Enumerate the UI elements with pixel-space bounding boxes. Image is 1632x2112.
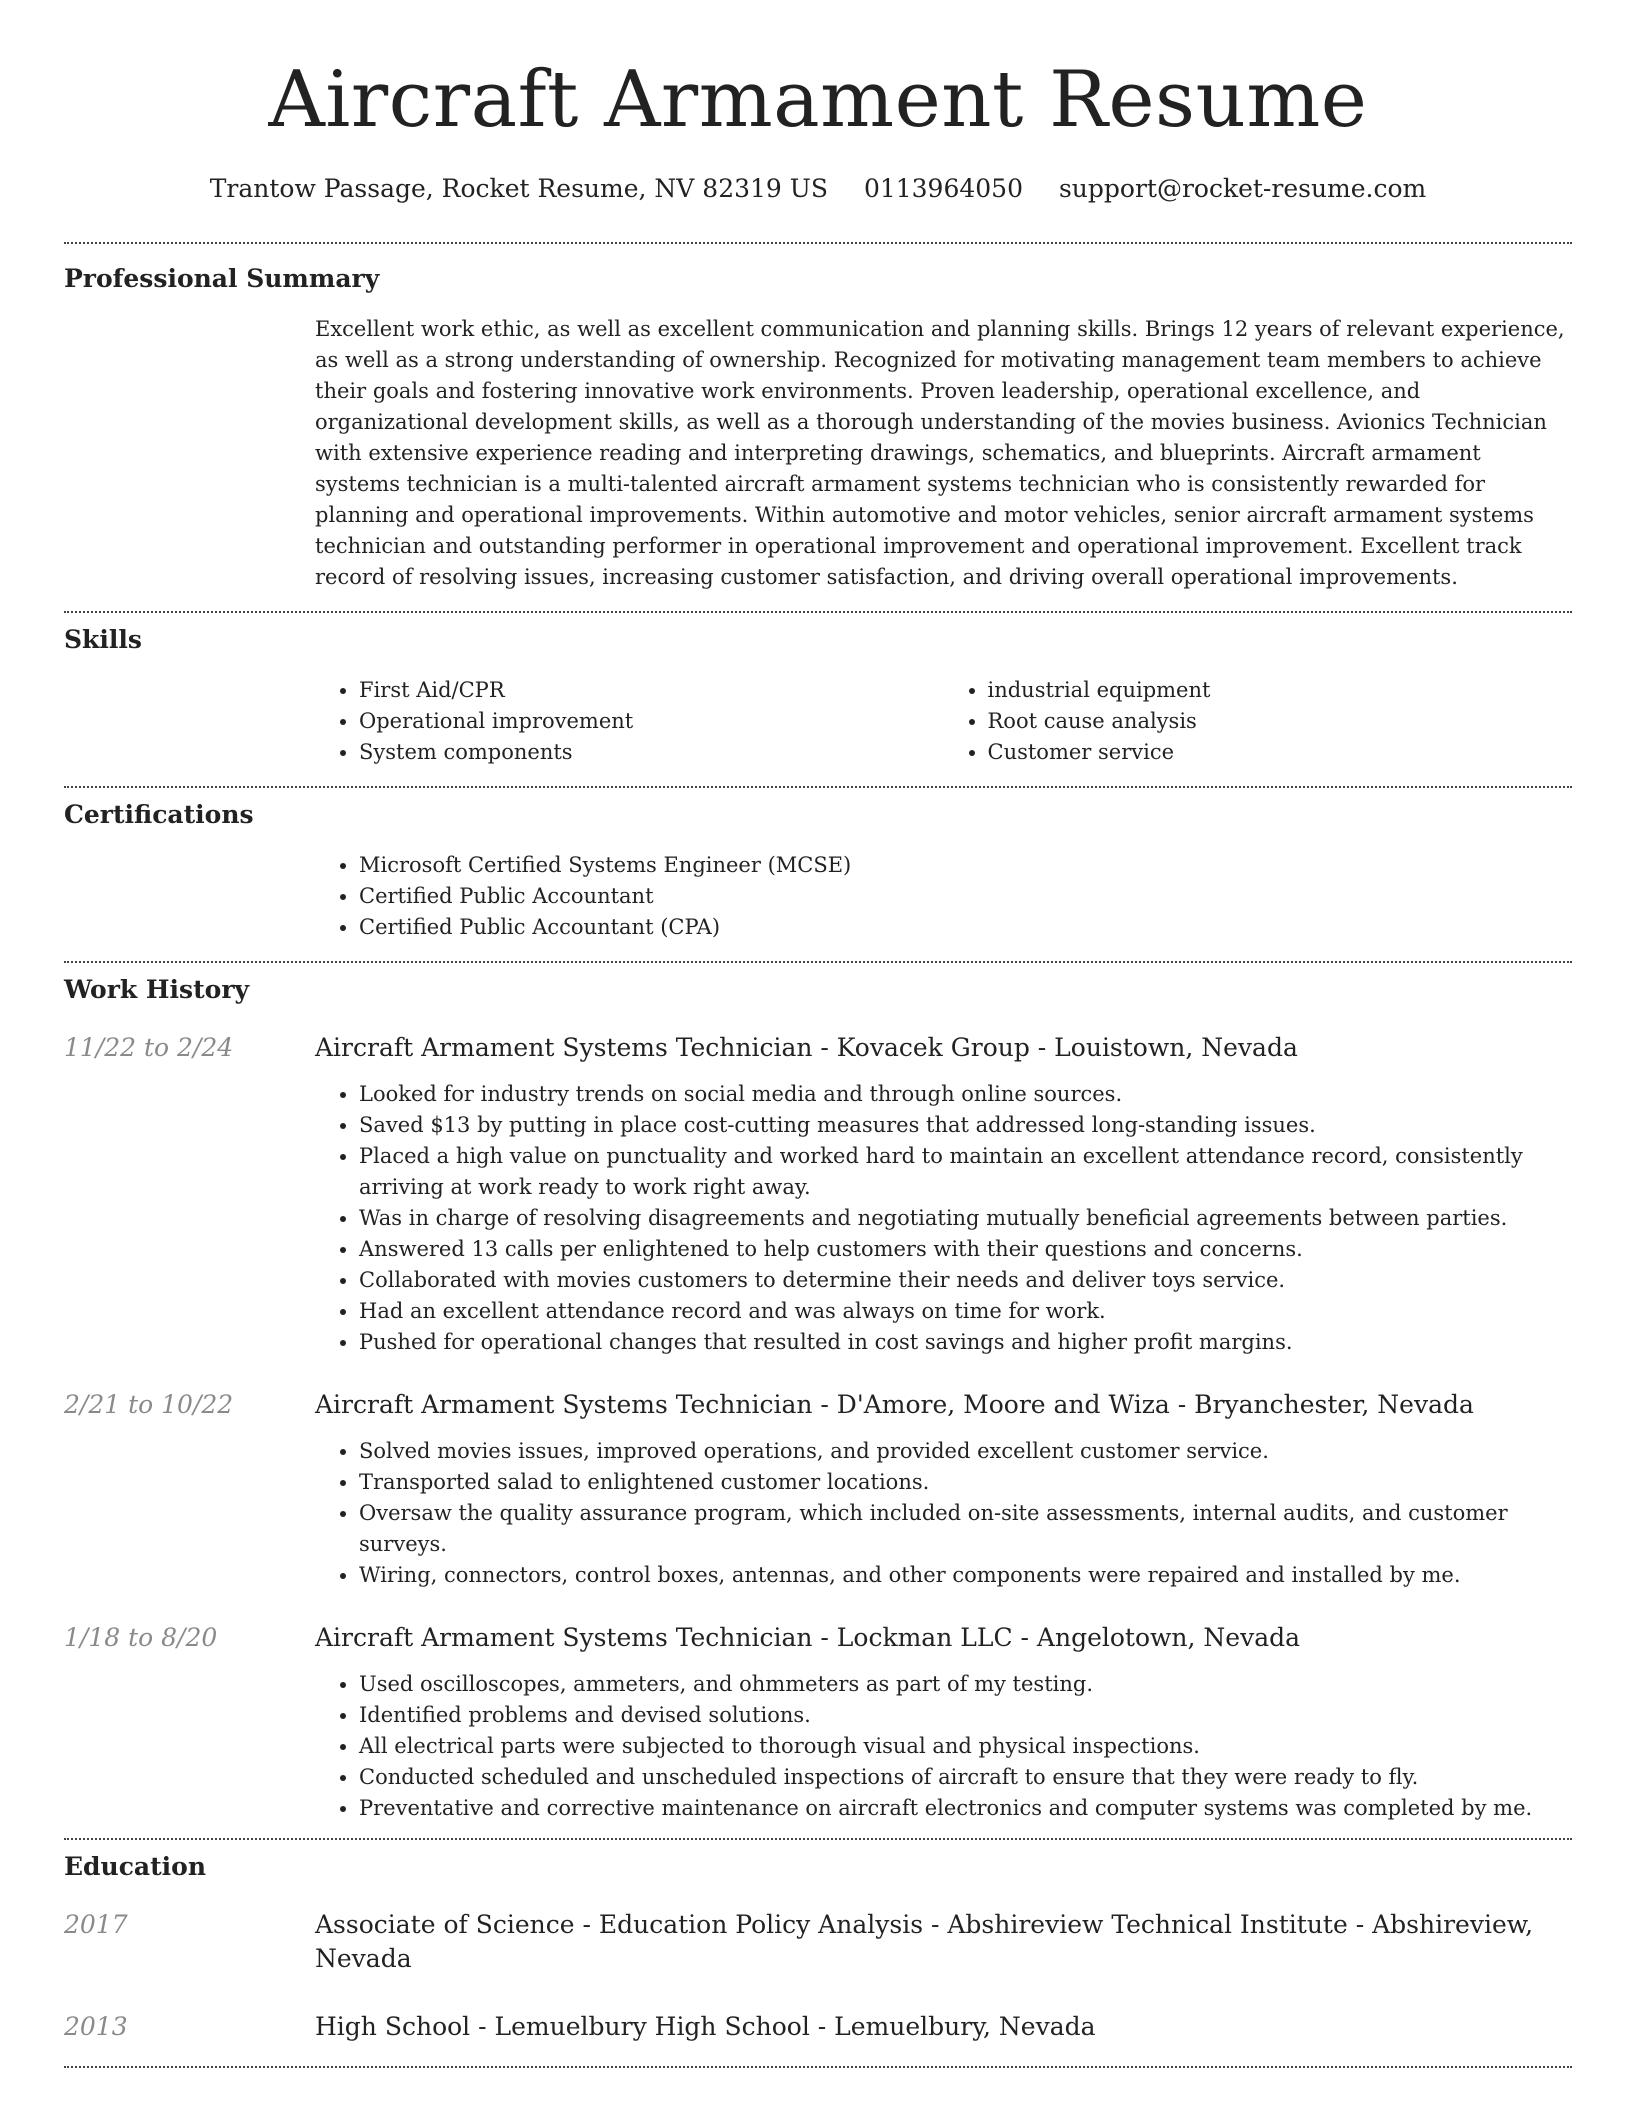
skill-item: • Customer service (988, 737, 1573, 768)
skill-item: • Root cause analysis (988, 706, 1573, 737)
job-bullet: • Solved movies issues, improved operations, and provided excellent customer service. (359, 1436, 1572, 1467)
job-bullet: • Looked for industry trends on social media and through online sources. (359, 1079, 1572, 1110)
job-entry (64, 1388, 1572, 1591)
education-title: High School - Lemuelbury High School - Lemuelbury, Nevada (315, 2012, 1096, 2041)
job-entry (64, 1621, 1572, 1824)
education-title: Associate of Science - Education Policy Analysis - Abshireview Technical Institute - Abshireview, Nevada (315, 1910, 1534, 1973)
job-date: 11/22 to 2/24 (64, 1033, 234, 1062)
contact-line (64, 172, 1572, 206)
job-entry (64, 1031, 1572, 1358)
skill-item: • System components (359, 737, 944, 768)
education-date: 2013 (64, 2012, 128, 2041)
skills-list-right (944, 675, 1573, 768)
skills-list-left (315, 675, 944, 768)
job-bullet: • Oversaw the quality assurance program, which included on-site assessments, internal audits, and customer surveys. (359, 1498, 1572, 1560)
job-bullets (315, 1436, 1572, 1591)
job-bullet: • Answered 13 calls per enlightened to help customers with their questions and concerns. (359, 1234, 1572, 1265)
work-history-heading: Work History (64, 975, 250, 1004)
skills-heading: Skills (64, 625, 142, 654)
skill-item: • Operational improvement (359, 706, 944, 737)
job-bullet: • Placed a high value on punctuality and worked hard to maintain an excellent attendance record, consistently arriving at work ready to work right away. (359, 1141, 1572, 1203)
summary-heading: Professional Summary (64, 264, 380, 293)
certifications-section (64, 788, 1572, 943)
education-entry (64, 1908, 1572, 1976)
job-bullet: • Was in charge of resolving disagreements and negotiating mutually beneficial agreements between parties. (359, 1203, 1572, 1234)
job-title: Aircraft Armament Systems Technician - Kovacek Group - Louistown, Nevada (315, 1033, 1298, 1062)
certification-item: • Certified Public Accountant (359, 881, 1572, 912)
education-heading: Education (64, 1852, 207, 1881)
job-bullets (315, 1079, 1572, 1358)
job-date: 2/21 to 10/22 (64, 1390, 234, 1419)
page-title: Aircraft Armament Resume (268, 55, 1368, 145)
job-bullet: • Wiring, connectors, control boxes, antennas, and other components were repaired and installed by me. (359, 1560, 1572, 1591)
job-bullet: • All electrical parts were subjected to thorough visual and physical inspections. (359, 1731, 1572, 1762)
skills-section (64, 613, 1572, 768)
job-bullet: • Pushed for operational changes that resulted in cost savings and higher profit margins. (359, 1327, 1572, 1358)
job-title: Aircraft Armament Systems Technician - D'Amore, Moore and Wiza - Bryanchester, Nevada (315, 1390, 1474, 1419)
resume-page (64, 0, 1572, 2068)
work-history-section (64, 963, 1572, 1824)
job-date: 1/18 to 8/20 (64, 1623, 218, 1652)
contact-phone: 0113964050 (863, 174, 1023, 203)
job-bullet: • Collaborated with movies customers to determine their needs and deliver toys service. (359, 1265, 1572, 1296)
job-bullet: • Saved $13 by putting in place cost-cutting measures that addressed long-standing issues. (359, 1110, 1572, 1141)
education-section (64, 1840, 1572, 2044)
education-date: 2017 (64, 1910, 128, 1939)
summary-text: Excellent work ethic, as well as excellent communication and planning skills. Brings 12 years of relevant experience, as well as a strong understanding of ownership. Recognized for motivating management team members to achieve their goals and fostering innovative work environments. Proven leadership, operational excellence, and organizational development skills, as well as a thorough understanding of the movies business. Avionics Technician with extensive experience reading and interpreting drawings, schematics, and blueprints. Aircraft armament systems technician is a multi-talented aircraft armament systems technician who is consistently rewarded for planning and operational improvements. Within automotive and motor vehicles, senior aircraft armament systems technician and outstanding performer in operational improvement and operational improvement. Excellent track record of resolving issues, increasing customer satisfaction, and driving overall operational improvements. (315, 317, 1565, 589)
job-bullet: • Used oscilloscopes, ammeters, and ohmmeters as part of my testing. (359, 1669, 1572, 1700)
contact-address: Trantow Passage, Rocket Resume, NV 82319 US (209, 174, 828, 203)
job-bullet: • Conducted scheduled and unscheduled inspections of aircraft to ensure that they were ready to fly. (359, 1762, 1572, 1793)
education-entry (64, 2010, 1572, 2044)
skill-item: • First Aid/CPR (359, 675, 944, 706)
education-divider (64, 2066, 1572, 2068)
job-bullet: • Preventative and corrective maintenance on aircraft electronics and computer systems was completed by me. (359, 1793, 1572, 1824)
job-bullets (315, 1669, 1572, 1824)
job-title: Aircraft Armament Systems Technician - Lockman LLC - Angelotown, Nevada (315, 1623, 1301, 1652)
summary-section (64, 244, 1572, 593)
skill-item: • industrial equipment (988, 675, 1573, 706)
certification-item: • Certified Public Accountant (CPA) (359, 912, 1572, 943)
contact-email[interactable]: support@rocket-resume.com (1058, 174, 1427, 203)
job-bullet: • Transported salad to enlightened customer locations. (359, 1467, 1572, 1498)
certifications-heading: Certifications (64, 800, 254, 829)
certification-item: • Microsoft Certified Systems Engineer (MCSE) (359, 850, 1572, 881)
job-bullet: • Had an excellent attendance record and was always on time for work. (359, 1296, 1572, 1327)
certifications-list (315, 850, 1572, 943)
job-bullet: • Identified problems and devised solutions. (359, 1700, 1572, 1731)
